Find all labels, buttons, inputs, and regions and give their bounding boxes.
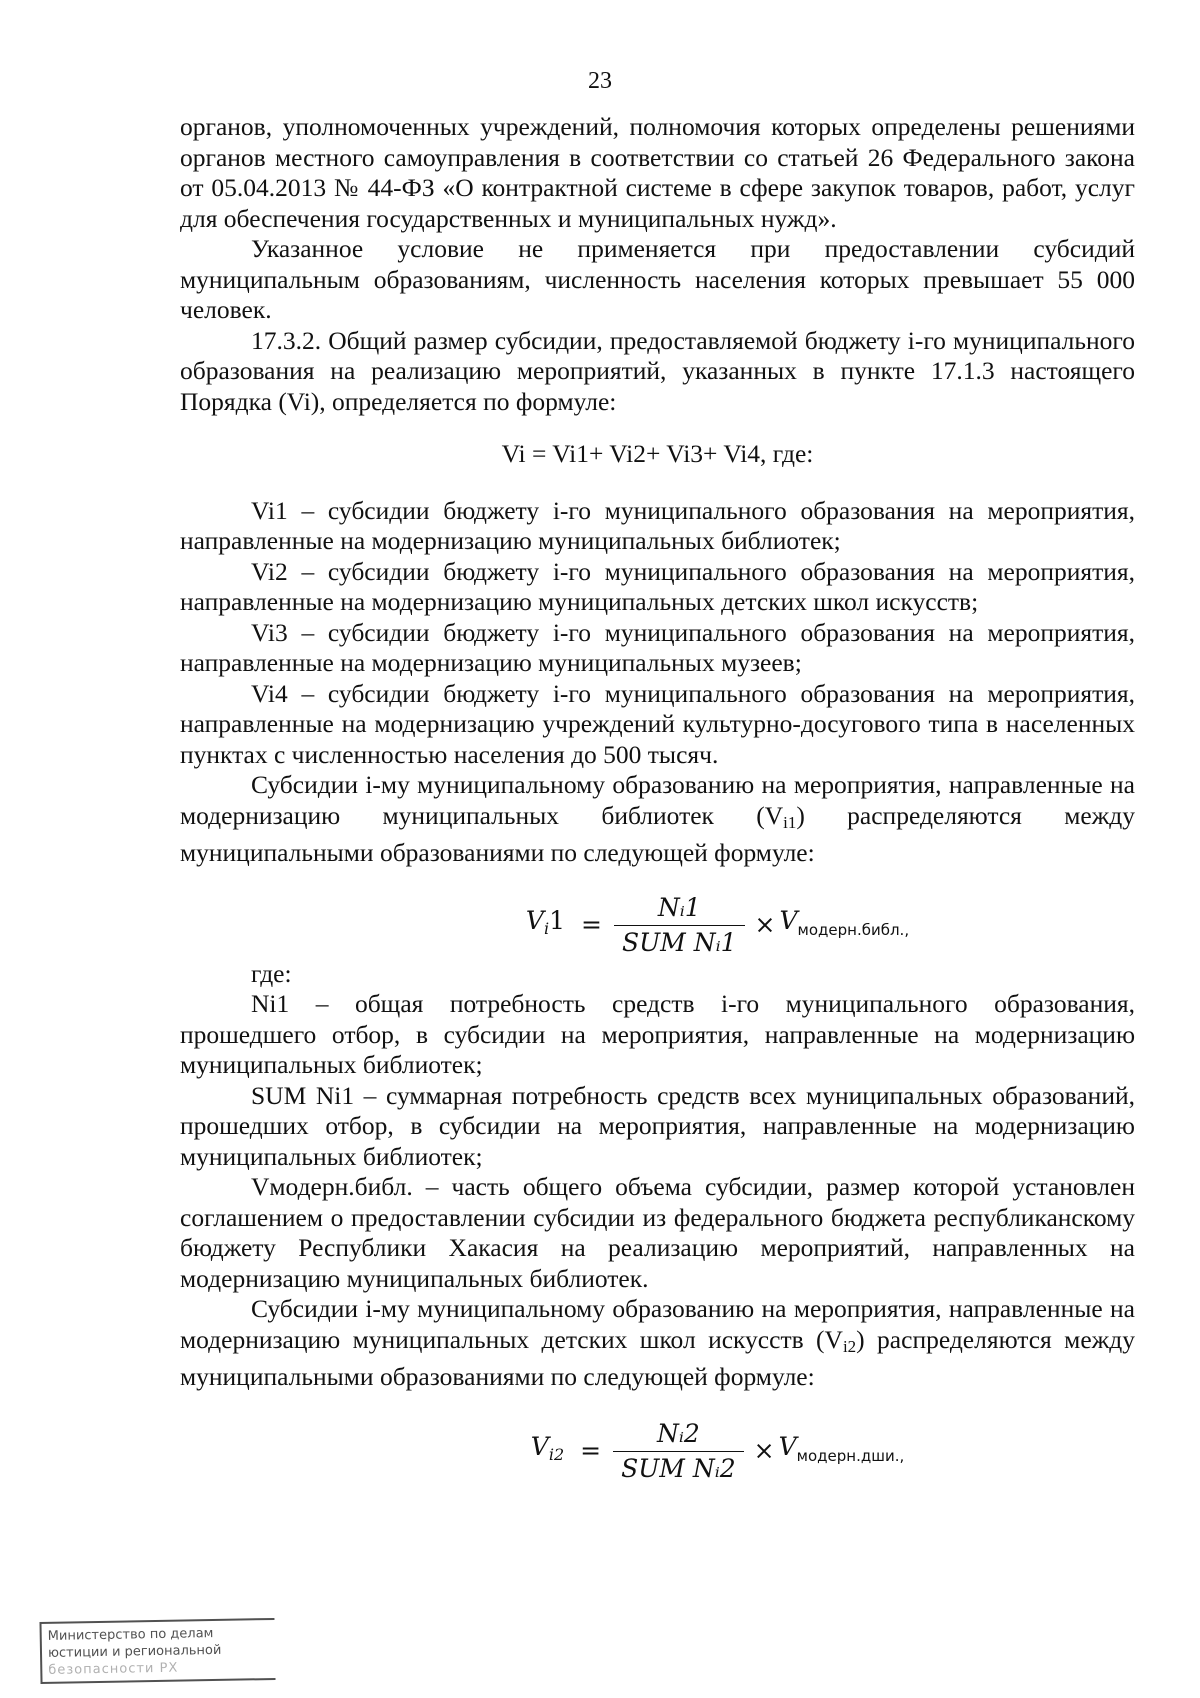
equals-sign: = — [581, 910, 602, 940]
times-sign: × — [754, 910, 776, 940]
paragraph: 17.3.2. Общий размер субсидии, предоставляемой бюджету i-го муниципального образования на реализацию мероприятий, указанных в пункте 17.1.3 настоящего Порядка (Vi), определяется по формуле: — [180, 325, 1135, 416]
formula-lhs: $V_i1$ — [525, 906, 565, 939]
formula-vi2 — [300, 1419, 1135, 1485]
definition-vmodern-lib: Vмодерн.библ. – часть общего объема субсидии, размер которой установлен соглашением о предоставлении субсидии из федерального бюджета республиканскому бюджету Республики Хакасия на реализацию мероприятий, направленных на модернизацию муниципальных библиотек. — [180, 1172, 1135, 1293]
times-sign: × — [753, 1436, 775, 1466]
paragraph-subsidy-libraries: Субсидии i-му муниципальному образованию на мероприятия, направленные на модернизацию муниципальных библиотек (Vi1) распределяются между муниципальными образованиями по следующей формуле: — [180, 770, 1135, 867]
fraction-numerator: Nᵢ2 — [656, 1418, 700, 1448]
formula-vi-sum: Vi = Vi1+ Vi2+ Vi3+ Vi4, где: — [501, 439, 814, 468]
definition-vi4: Vi4 – субсидии бюджету i-го муниципального образования на мероприятия, направленные на модернизацию учреждений культурно-досугового типа в населенных пунктах с численностью населения до 500 тысяч. — [180, 678, 1135, 769]
stamp-line: безопасности РХ — [48, 1660, 179, 1678]
paragraph-subsidy-art-schools: Субсидии i-му муниципальному образованию на мероприятия, направленные на модернизацию муниципальных детских школ искусств (Vi2) распределяются между муниципальными образованиями по следующей формуле: — [180, 1294, 1135, 1391]
formula-v-term: $V_{модерн.дши.,}$ — [778, 1431, 905, 1465]
paragraph: органов, уполномоченных учреждений, полномочия которых определены решениями органов местного самоуправления в соответствии со статьей 26 Федерального закона от 05.04.2013 № 44-ФЗ «О контрактной системе в сфере закупок товаров, работ, услуг для обеспечения государственных и муниципальных нужд». — [180, 112, 1135, 233]
paragraph: Указанное условие не применяется при предоставлении субсидий муниципальным образованиям, численность населения которых превышает 55 000 человек. — [180, 234, 1135, 324]
stamp-line: юстиции и региональной — [47, 1642, 222, 1661]
fraction-denominator: SUM Nᵢ2 — [621, 1454, 736, 1483]
fraction — [613, 1419, 744, 1485]
document-body — [180, 112, 1135, 1485]
equals-sign: = — [580, 1436, 602, 1466]
stamp-line: Министерство по делам — [47, 1626, 214, 1644]
fraction — [614, 893, 745, 959]
definition-vi1: Vi1 – субсидии бюджету i-го муниципального образования на мероприятия, направленные на модернизацию муниципальных библиотек; — [180, 495, 1135, 555]
fraction-denominator: SUM Nᵢ1 — [621, 928, 737, 957]
formula-lhs: $V_{i2}$ — [530, 1432, 565, 1465]
definition-vi3: Vi3 – субсидии бюджету i-го муниципального образования на мероприятия, направленные на модернизацию муниципальных музеев; — [180, 617, 1135, 677]
ministry-stamp — [39, 1618, 275, 1684]
fraction-numerator: Nᵢ1 — [657, 892, 701, 922]
definition-ni1: Ni1 – общая потребность средств i-го муниципального образования, прошедшего отбор, в субсидии на мероприятия, направленные на модернизацию муниципальных библиотек; — [180, 989, 1135, 1079]
formula-v-term: $V_{модерн.библ.,}$ — [779, 905, 910, 939]
formula-vi1 — [300, 893, 1135, 959]
definition-sum-ni1: SUM Ni1 – суммарная потребность средств всех муниципальных образований, прошедших отбор, в субсидии на мероприятия, направленные на модернизацию муниципальных библиотек; — [180, 1080, 1135, 1171]
where-label: где: — [251, 958, 292, 988]
page-number: 23 — [588, 68, 612, 94]
definition-vi2: Vi2 – субсидии бюджету i-го муниципального образования на мероприятия, направленные на модернизацию муниципальных детских школ искусств; — [180, 556, 1135, 616]
